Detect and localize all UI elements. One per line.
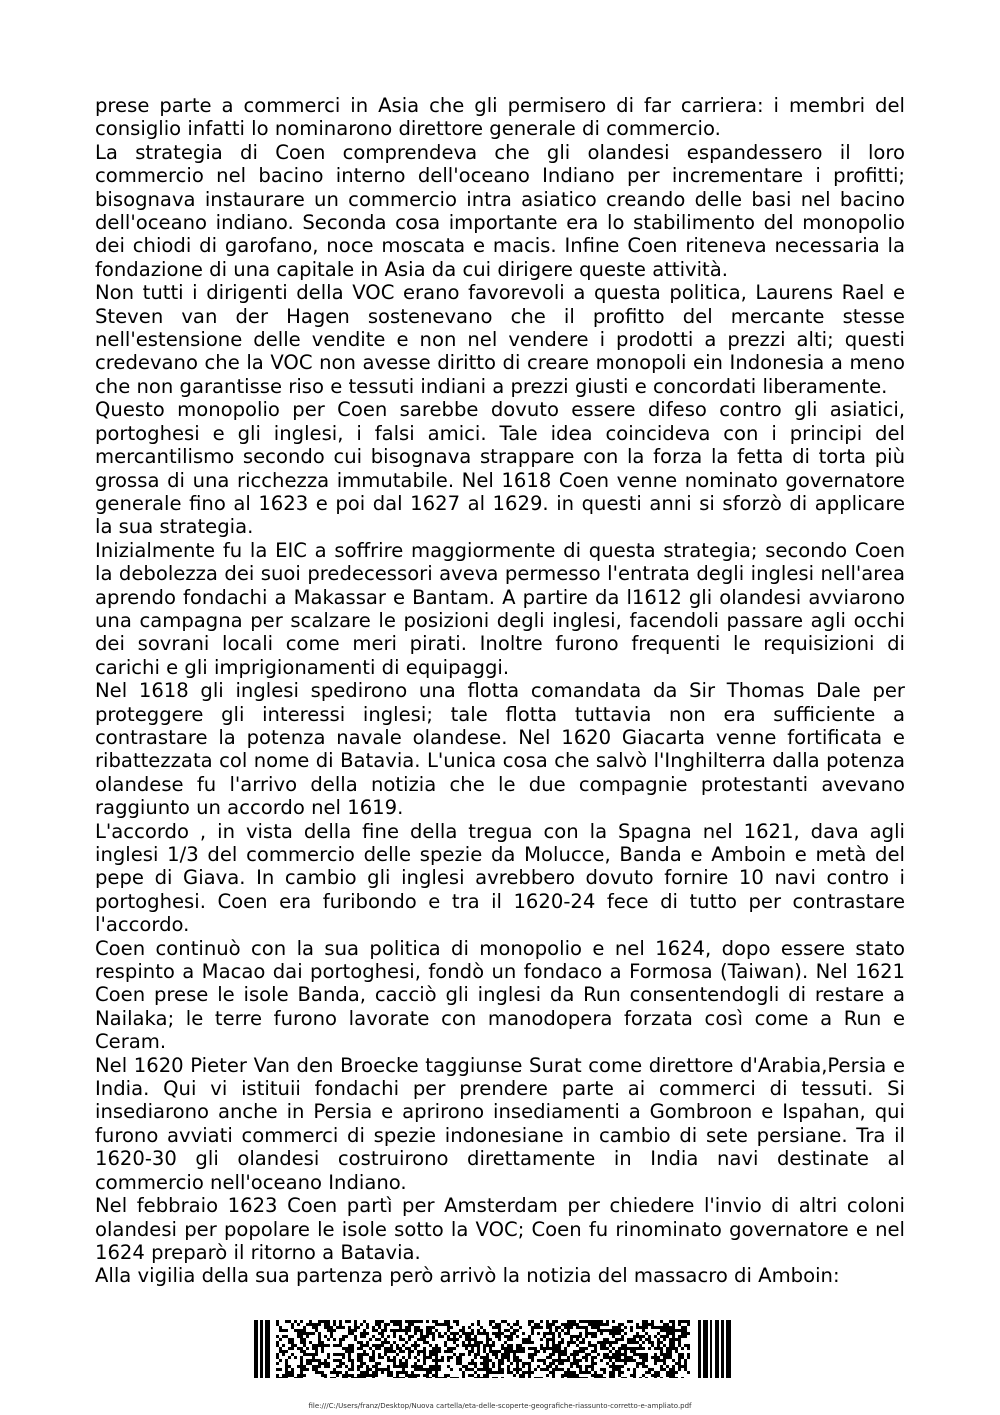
footer-file-path: file:///C:/Users/franz/Desktop/Nuova cartella/eta-delle-scoperte-geografiche-riassunto-corretto-e-ampliato.pdf — [308, 1402, 692, 1410]
paragraph: prese parte a commerci in Asia che gli permisero di far carriera: i membri del consiglio infatti lo nominarono direttore generale di commercio. — [95, 94, 905, 141]
paragraph: La strategia di Coen comprendeva che gli olandesi espandessero il loro commercio nel bacino interno dell'oceano Indiano per incrementare i profitti; bisognava instaurare un commercio intra asiatico creando delle basi nel bacino dell'oceano indiano. Seconda cosa importante era lo stabilimento del monopolio dei chiodi di garofano, noce moscata e macis. Infine Coen riteneva necessaria la fondazione di una capitale in Asia da cui dirigere queste attività. — [95, 140, 905, 281]
paragraph: Nel 1620 Pieter Van den Broecke taggiunse Surat come direttore d'Arabia,Persia e India. Qui vi istituii fondachi per prendere parte ai commerci di tessuti. Si insediarono anche in Persia e aprirono insediamenti a Gombroon e Ispahan, qui furono avviati commerci di spezie indonesiane in cambio di sete persiane. Tra il 1620-30 gli olandesi costruirono direttamente in India navi destinate al commercio nell'oceano Indiano. — [95, 1053, 905, 1194]
paragraph: Inizialmente fu la EIC a soffrire maggiormente di questa strategia; secondo Coen la debolezza dei suoi predecessori aveva permesso l'entrata degli inglesi nell'area aprendo fondachi a Makassar e Bantam. A partire da l1612 gli olandesi avviarono una campagna per scalzare le posizioni degli inglesi, facendoli passare agli occhi dei sovrani locali come meri pirati. Inoltre furono frequenti le requisizioni di carichi e gli imprigionamenti di equipaggi. — [95, 538, 905, 679]
paragraph: Questo monopolio per Coen sarebbe dovuto essere difeso contro gli asiatici, portoghesi e gli inglesi, i falsi amici. Tale idea coincideva con i principi del mercantilismo secondo cui bisognava strappare con la forza la fetta di torta più grossa di una ricchezza immutabile. Nel 1618 Coen venne nominato governatore generale fino al 1623 e poi dal 1627 al 1629. in questi anni si sforzò di applicare la sua strategia. — [95, 398, 905, 539]
barcode-image — [250, 1320, 750, 1378]
paragraph: Coen continuò con la sua politica di monopolio e nel 1624, dopo essere stato respinto a Macao dai portoghesi, fondò un fondaco a Formosa (Taiwan). Nel 1621 Coen prese le isole Banda, cacciò gli inglesi da Run consentendogli di restare a Nailaka; le terre furono lavorate con manodopera forzata così come a Run e Ceram. — [95, 936, 905, 1054]
document-body — [95, 94, 905, 1288]
paragraph: Nel febbraio 1623 Coen partì per Amsterdam per chiedere l'invio di altri coloni olandesi per popolare le isole sotto la VOC; Coen fu rinominato governatore e nel 1624 preparò il ritorno a Batavia. — [95, 1194, 905, 1264]
paragraph: Non tutti i dirigenti della VOC erano favorevoli a questa politica, Laurens Rael e Steven van der Hagen sostenevano che il profitto del mercante stesse nell'estensione delle vendite e non nel vendere i prodotti a prezzi alti; questi credevano che la VOC non avesse diritto di creare monopoli ein Indonesia a meno che non garantisse riso e tessuti indiani a prezzi giusti e concordati liberamente. — [95, 281, 905, 398]
paragraph: L'accordo , in vista della fine della tregua con la Spagna nel 1621, dava agli inglesi 1/3 del commercio delle spezie da Molucce, Banda e Amboin e metà del pepe di Giava. In cambio gli inglesi avrebbero dovuto fornire 10 navi contro i portoghesi. Coen era furibondo e tra il 1620-24 fece di tutto per contrastare l'accordo. — [95, 819, 905, 937]
paragraph: Alla vigilia della sua partenza però arrivò la notizia del massacro di Amboin: — [95, 1264, 840, 1288]
paragraph: Nel 1618 gli inglesi spedirono una flotta comandata da Sir Thomas Dale per proteggere gli interessi inglesi; tale flotta tuttavia non era sufficiente a contrastare la potenza navale olandese. Nel 1620 Giacarta venne fortificata e ribattezzata col nome di Batavia. L'unica cosa che salvò l'Inghilterra dalla potenza olandese fu l'arrivo della notizia che le due compagnie protestanti avevano raggiunto un accordo nel 1619. — [95, 679, 905, 820]
barcode-graphic — [250, 1320, 750, 1378]
